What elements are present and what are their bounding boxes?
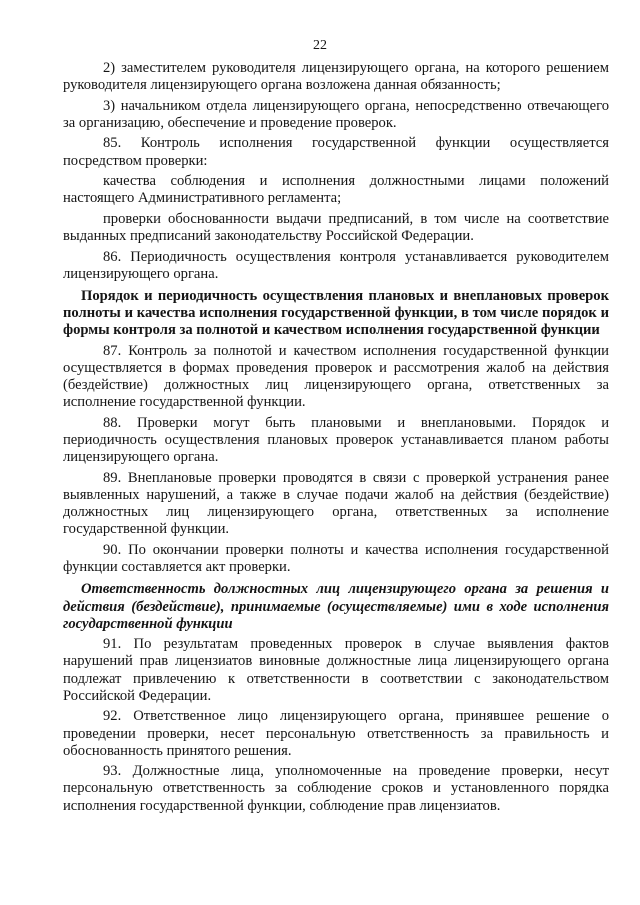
paragraph-deputy-head: 2) заместителем руководителя лицензирующего органа, на которого решением руководителя лицензирующего органа возложена данная обязанность;: [63, 60, 609, 94]
paragraph-91: 91. По результатам проведенных проверок в случае выявления фактов нарушений прав лицензиатов виновные должностные лица лицензирующего органа подлежат привлечению к ответственности в соответствии с законодательством Российской Федерации.: [63, 636, 609, 704]
paragraph-86: 86. Периодичность осуществления контроля устанавливается руководителем лицензирующего органа.: [63, 248, 609, 282]
paragraph-90: 90. По окончании проверки полноты и качества исполнения государственной функции составляется акт проверки.: [63, 541, 609, 576]
page-number: 22: [313, 38, 327, 53]
paragraph-92: 92. Ответственное лицо лицензирующего органа, принявшее решение о проведении проверки, несет персональную ответственность за правильность и обоснованность принятого решения.: [63, 708, 609, 759]
paragraph-87: 87. Контроль за полнотой и качеством исполнения государственной функции осуществляется в формах проведения проверок и рассмотрения жалоб на действия (бездействие) должностных лиц лицензирующего органа, ответственных за исполнение государственной функции.: [63, 342, 609, 411]
paragraph-85-quality: качества соблюдения и исполнения должностными лицами положений настоящего Административного регламента;: [63, 173, 609, 207]
paragraph-88: 88. Проверки могут быть плановыми и внеплановыми. Порядок и периодичность осуществления плановых проверок устанавливается планом работы лицензирующего органа.: [63, 414, 609, 466]
paragraph-93: 93. Должностные лица, уполномоченные на проведение проверки, несут персональную ответственность за соблюдение сроков и установленного порядка исполнения государственной функции, соблюдение прав лицензиатов.: [63, 763, 609, 814]
section-heading-responsibility: Ответственность должностных лиц лицензирующего органа за решения и действия (бездействие), принимаемые (осуществляемые) ими в ходе исполнения государственной функции: [63, 581, 609, 632]
paragraph-85: 85. Контроль исполнения государственной функции осуществляется посредством проверки:: [63, 135, 609, 169]
paragraph-89: 89. Внеплановые проверки проводятся в связи с проверкой устранения ранее выявленных нарушений, а также в случае подачи жалоб на действия (бездействие) должностных лиц лицензирующего органа, ответственных за исполнение государственной функции.: [63, 469, 609, 538]
section-heading-inspections: Порядок и периодичность осуществления плановых и внеплановых проверок полноты и качества исполнения государственной функции, в том числе порядок и формы контроля за полнотой и качеством исполнения государственной функции: [63, 287, 609, 339]
document-body: [63, 60, 609, 818]
paragraph-85-validity: проверки обоснованности выдачи предписаний, в том числе на соответствие выданных предписаний законодательству Российской Федерации.: [63, 210, 609, 245]
paragraph-department-head: 3) начальником отдела лицензирующего органа, непосредственно отвечающего за организацию, обеспечение и проведение проверок.: [63, 97, 609, 131]
